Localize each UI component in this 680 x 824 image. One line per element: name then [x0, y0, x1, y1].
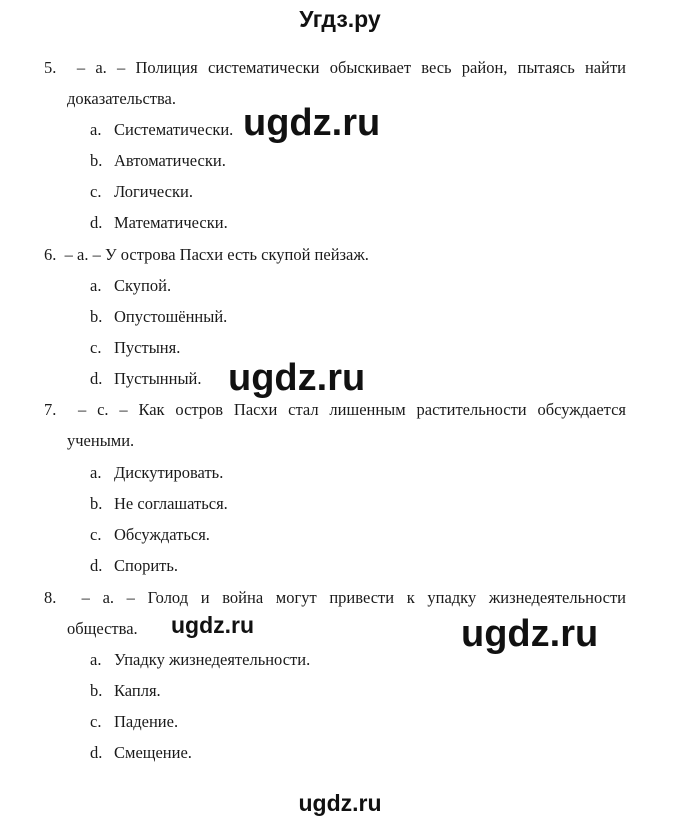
- question-7-option-c: [90, 525, 210, 545]
- question-8-option-d: [90, 743, 192, 763]
- option-text: Смещение.: [114, 743, 192, 762]
- question-6-option-a: [90, 276, 171, 296]
- watermark: ugdz.ru: [461, 613, 599, 655]
- question-8-text-continued: общества.: [67, 619, 138, 638]
- question-5-text: 5. – a. – Полиция систематически обыскивает весь район, пытаясь найти: [44, 58, 626, 77]
- option-text: Падение.: [114, 712, 179, 731]
- question-5-text-continued: доказательства.: [67, 89, 176, 108]
- option-text: Пустыня.: [114, 338, 181, 357]
- footer-watermark: ugdz.ru: [298, 790, 382, 816]
- watermark: ugdz.ru: [228, 357, 366, 399]
- question-7-option-b: [90, 494, 228, 514]
- option-letter: a.: [90, 120, 102, 139]
- option-text: Опустошённый.: [114, 307, 228, 326]
- site-title: Угдз.ру: [299, 6, 381, 32]
- option-letter: b.: [90, 307, 103, 326]
- question-6-text: 6. – a. – У острова Пасхи есть скупой пейзаж.: [44, 245, 369, 264]
- option-letter: c.: [90, 525, 102, 544]
- question-8-option-b: [90, 681, 161, 701]
- question-8-text: 8. – a. – Голод и война могут привести к упадку жизнедеятельности: [44, 588, 626, 607]
- option-letter: d.: [90, 556, 103, 575]
- option-text: Логически.: [114, 182, 193, 201]
- option-text: Пустынный.: [114, 369, 202, 388]
- option-letter: b.: [90, 681, 103, 700]
- question-5-option-d: [90, 213, 228, 233]
- option-text: Дискутировать.: [114, 463, 224, 482]
- option-letter: d.: [90, 743, 103, 762]
- option-letter: b.: [90, 151, 103, 170]
- option-letter: d.: [90, 369, 103, 388]
- option-letter: c.: [90, 712, 102, 731]
- question-5-option-a: [90, 120, 233, 140]
- option-letter: a.: [90, 276, 102, 295]
- question-8-option-c: [90, 712, 178, 732]
- question-5-option-b: [90, 151, 226, 171]
- question-7-text: 7. – c. – Как остров Пасхи стал лишенным растительности обсуждается: [44, 400, 626, 419]
- option-text: Систематически.: [114, 120, 234, 139]
- question-7-option-a: [90, 463, 223, 483]
- question-5-option-c: [90, 182, 193, 202]
- option-text: Капля.: [114, 681, 161, 700]
- option-text: Упадку жизнедеятельности.: [114, 650, 311, 669]
- option-text: Не соглашаться.: [114, 494, 228, 513]
- option-letter: b.: [90, 494, 103, 513]
- question-6-option-b: [90, 307, 227, 327]
- option-letter: c.: [90, 182, 102, 201]
- question-6-option-c: [90, 338, 180, 358]
- option-letter: d.: [90, 213, 103, 232]
- option-text: Скупой.: [114, 276, 172, 295]
- option-text: Спорить.: [114, 556, 179, 575]
- option-letter: a.: [90, 650, 102, 669]
- question-6-option-d: [90, 369, 202, 389]
- watermark: ugdz.ru: [171, 612, 255, 638]
- watermark: ugdz.ru: [243, 102, 381, 144]
- option-text: Обсуждаться.: [114, 525, 210, 544]
- question-7-text-continued: учеными.: [67, 431, 135, 450]
- question-8-option-a: [90, 650, 310, 670]
- option-text: Автоматически.: [114, 151, 226, 170]
- option-letter: c.: [90, 338, 102, 357]
- option-text: Математически.: [114, 213, 228, 232]
- question-7-option-d: [90, 556, 178, 576]
- option-letter: a.: [90, 463, 102, 482]
